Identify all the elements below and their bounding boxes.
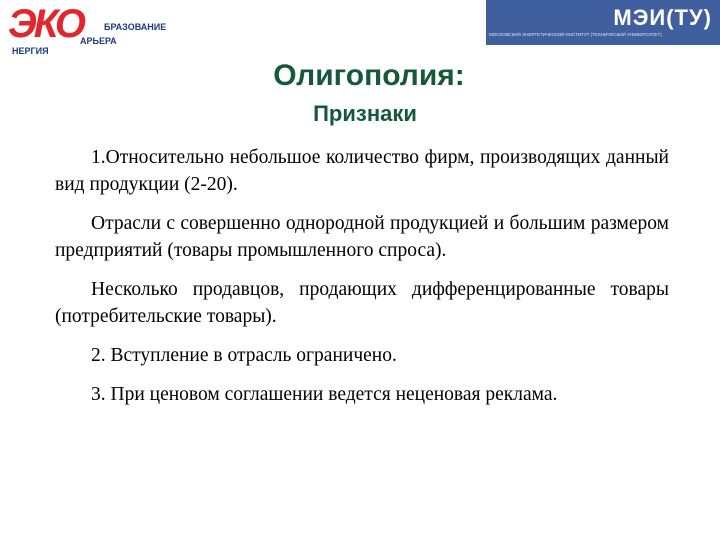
paragraph-homogeneous: Отрасли с совершенно однородной продукцией и большим размером предприятий (товары промышленного спроса).: [55, 213, 669, 261]
paragraph-entry: 2. Вступление в отрасль ограничено.: [91, 345, 397, 366]
slide-subtitle: Признаки: [313, 101, 417, 126]
logo-mark: ЭКО: [8, 2, 83, 46]
logo-line-education: БРАЗОВАНИЕ: [104, 22, 167, 32]
slide-body: [55, 144, 669, 420]
mei-banner: [486, 0, 720, 45]
logo-line-energy: НЕРГИЯ: [12, 46, 49, 56]
paragraph-advertising: 3. При ценовом соглашении ведется неценовая реклама.: [91, 384, 558, 405]
paragraph-differentiated: Несколько продавцов, продающих дифференцированные товары (потребительские товары).: [55, 279, 669, 327]
paragraph-firm-count: 1.Относительно небольшое количество фирм, производящих данный вид продукции (2-20).: [55, 147, 669, 195]
banner-subtitle: МОСКОВСКИЙ ЭНЕРГЕТИЧЕСКИЙ ИНСТИТУТ (ТЕХНИЧЕСКИЙ УНИВЕРСИТЕТ): [489, 32, 662, 37]
logo-line-career: АРЬЕРА: [80, 36, 117, 46]
banner-title: МЭИ(ТУ): [613, 5, 712, 30]
slide-title: Олигополия:: [273, 59, 465, 92]
eko-logo: [8, 4, 178, 56]
